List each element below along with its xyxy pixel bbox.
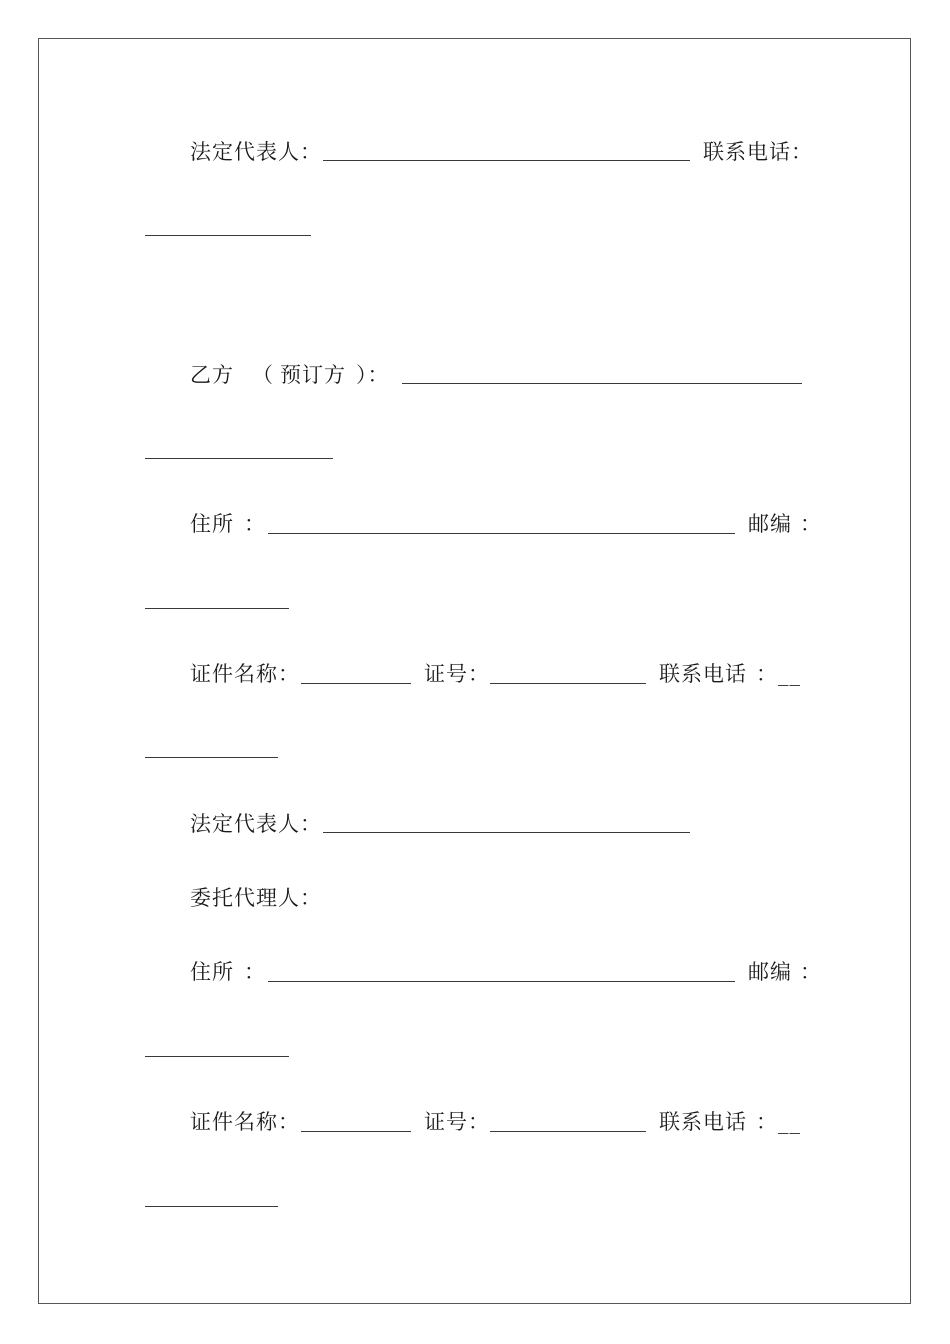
- agent-postcode-blank[interactable]: [145, 1056, 289, 1057]
- postcode-colon: ：: [800, 512, 822, 536]
- agent-postcode-label: 邮编: [748, 960, 792, 984]
- address-label: 住所: [190, 512, 234, 536]
- agent-id-number-blank[interactable]: [490, 1131, 646, 1132]
- party-b-role: 预订方: [280, 363, 346, 387]
- party-b-name-blank[interactable]: [402, 383, 802, 384]
- id-type-label: 证件名称：: [190, 662, 300, 686]
- phone-colon-b: ：__: [756, 662, 801, 686]
- address-blank[interactable]: [268, 533, 735, 534]
- id-type-blank[interactable]: [301, 683, 411, 684]
- agent-phone-label: 联系电话: [659, 1110, 747, 1134]
- agent-address-colon: ：: [244, 960, 266, 984]
- phone-label-b: 联系电话: [659, 662, 747, 686]
- agent-address-label: 住所: [190, 960, 234, 984]
- agent-phone-colon: ：__: [756, 1110, 801, 1134]
- agent-id-number-label: 证号：: [424, 1110, 490, 1134]
- agent-label: 委托代理人：: [190, 886, 322, 910]
- agent-id-type-label: 证件名称：: [190, 1110, 300, 1134]
- legal-rep-blank[interactable]: [323, 160, 690, 161]
- postcode-label: 邮编: [748, 512, 792, 536]
- legal-rep-label-b: 法定代表人：: [190, 812, 322, 836]
- paren-close: ）：: [356, 363, 390, 387]
- phone-blank-b[interactable]: [145, 757, 278, 758]
- party-b-label: 乙方: [190, 363, 234, 387]
- phone-label: 联系电话：: [703, 140, 813, 164]
- legal-rep-blank-b[interactable]: [323, 832, 690, 833]
- id-number-label: 证号：: [424, 662, 490, 686]
- agent-address-blank[interactable]: [268, 981, 735, 982]
- address-colon: ：: [244, 512, 266, 536]
- agent-postcode-colon: ：: [800, 960, 822, 984]
- agent-id-type-blank[interactable]: [301, 1131, 411, 1132]
- paren-open: （: [252, 363, 274, 387]
- postcode-blank[interactable]: [145, 608, 289, 609]
- agent-phone-blank[interactable]: [145, 1206, 278, 1207]
- legal-rep-label: 法定代表人：: [190, 140, 322, 164]
- id-number-blank[interactable]: [490, 683, 646, 684]
- phone-blank[interactable]: [145, 235, 311, 236]
- party-b-name-blank-cont[interactable]: [145, 458, 333, 459]
